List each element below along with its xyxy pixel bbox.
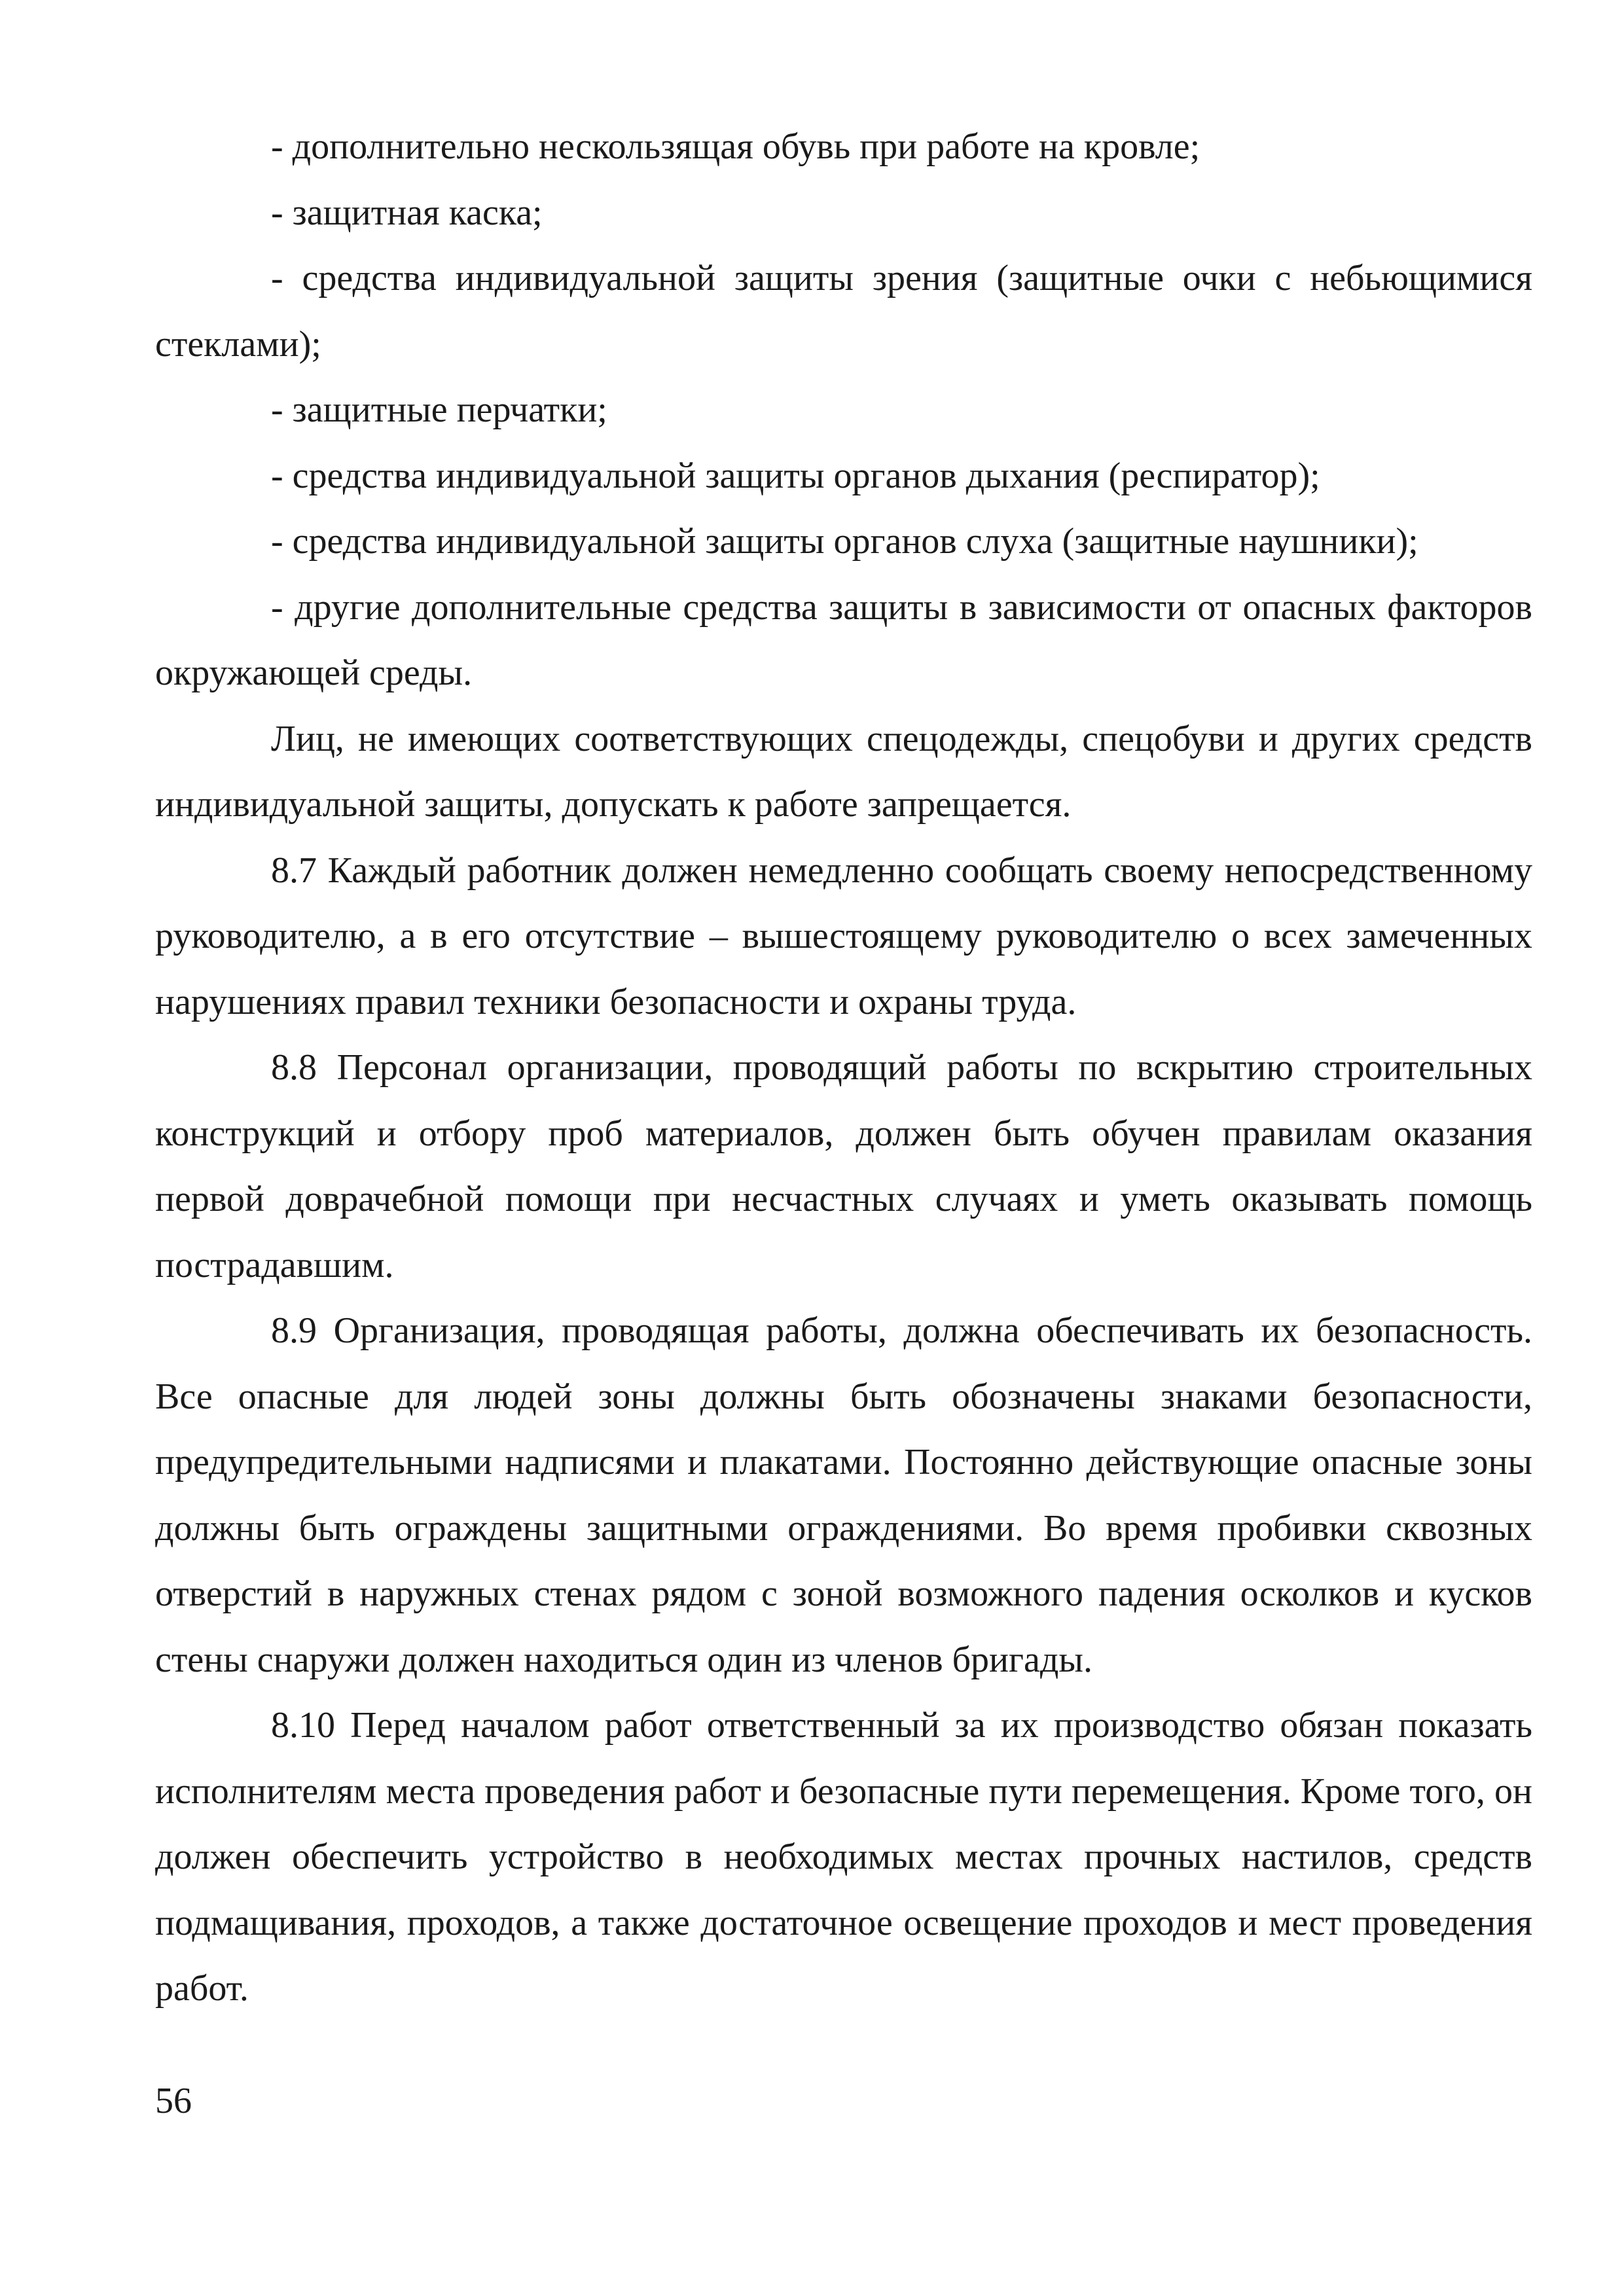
paragraph-ppe-requirement: Лиц, не имеющих соответствующих спецодежды, спецобуви и других средств индивидуальной защиты, допускать к работе запрещается.	[155, 718, 1532, 825]
list-item-hearing-protection: - средства индивидуальной защиты органов слуха (защитные наушники);	[271, 521, 1418, 562]
list-item-respirator: - средства индивидуальной защиты органов дыхания (респиратор);	[271, 455, 1320, 496]
list-item-gloves: - защитные перчатки;	[271, 389, 607, 430]
body-text	[155, 114, 1532, 2022]
list-item-helmet: - защитная каска;	[271, 192, 543, 233]
paragraph-8-8: 8.8 Персонал организации, проводящий работы по вскрытию строительных конструкций и отбору проб материалов, должен быть обучен правилам оказания первой доврачебной помощи при несчастных случаях и уметь оказывать помощь пострадавшим.	[155, 1047, 1532, 1285]
paragraph-8-7: 8.7 Каждый работник должен немедленно сообщать своему непосредственному руководителю, а в его отсутствие – вышестоящему руководителю о всех замеченных нарушениях правил техники безопасности и охраны труда.	[155, 850, 1532, 1022]
list-item-eye-protection: - средства индивидуальной защиты зрения (защитные очки с небьющимися стеклами);	[155, 258, 1532, 365]
paragraph-8-9: 8.9 Организация, проводящая работы, должна обеспечивать их безопасность. Все опасные для людей зоны должны быть обозначены знаками безопасности, предупредительными надписями и плакатами. Постоянно действующие опасные зоны должны быть ограждены защитными ограждениями. Во время пробивки сквозных отверстий в наружных стенах рядом с зоной возможного падения осколков и кусков стены снаружи должен находиться один из членов бригады.	[155, 1310, 1532, 1680]
page-number: 56	[155, 2081, 192, 2121]
list-item-non-slip-shoes: - дополнительно нескользящая обувь при работе на кровле;	[271, 126, 1200, 167]
paragraph-8-10: 8.10 Перед началом работ ответственный за их производство обязан показать исполнителям места проведения работ и безопасные пути перемещения. Кроме того, он должен обеспечить устройство в необходимых местах прочных настилов, средств подмащивания, проходов, а также достаточное освещение проходов и мест проведения работ.	[155, 1705, 1532, 2009]
list-item-other-protection: - другие дополнительные средства защиты в зависимости от опасных факторов окружающей среды.	[155, 586, 1532, 693]
